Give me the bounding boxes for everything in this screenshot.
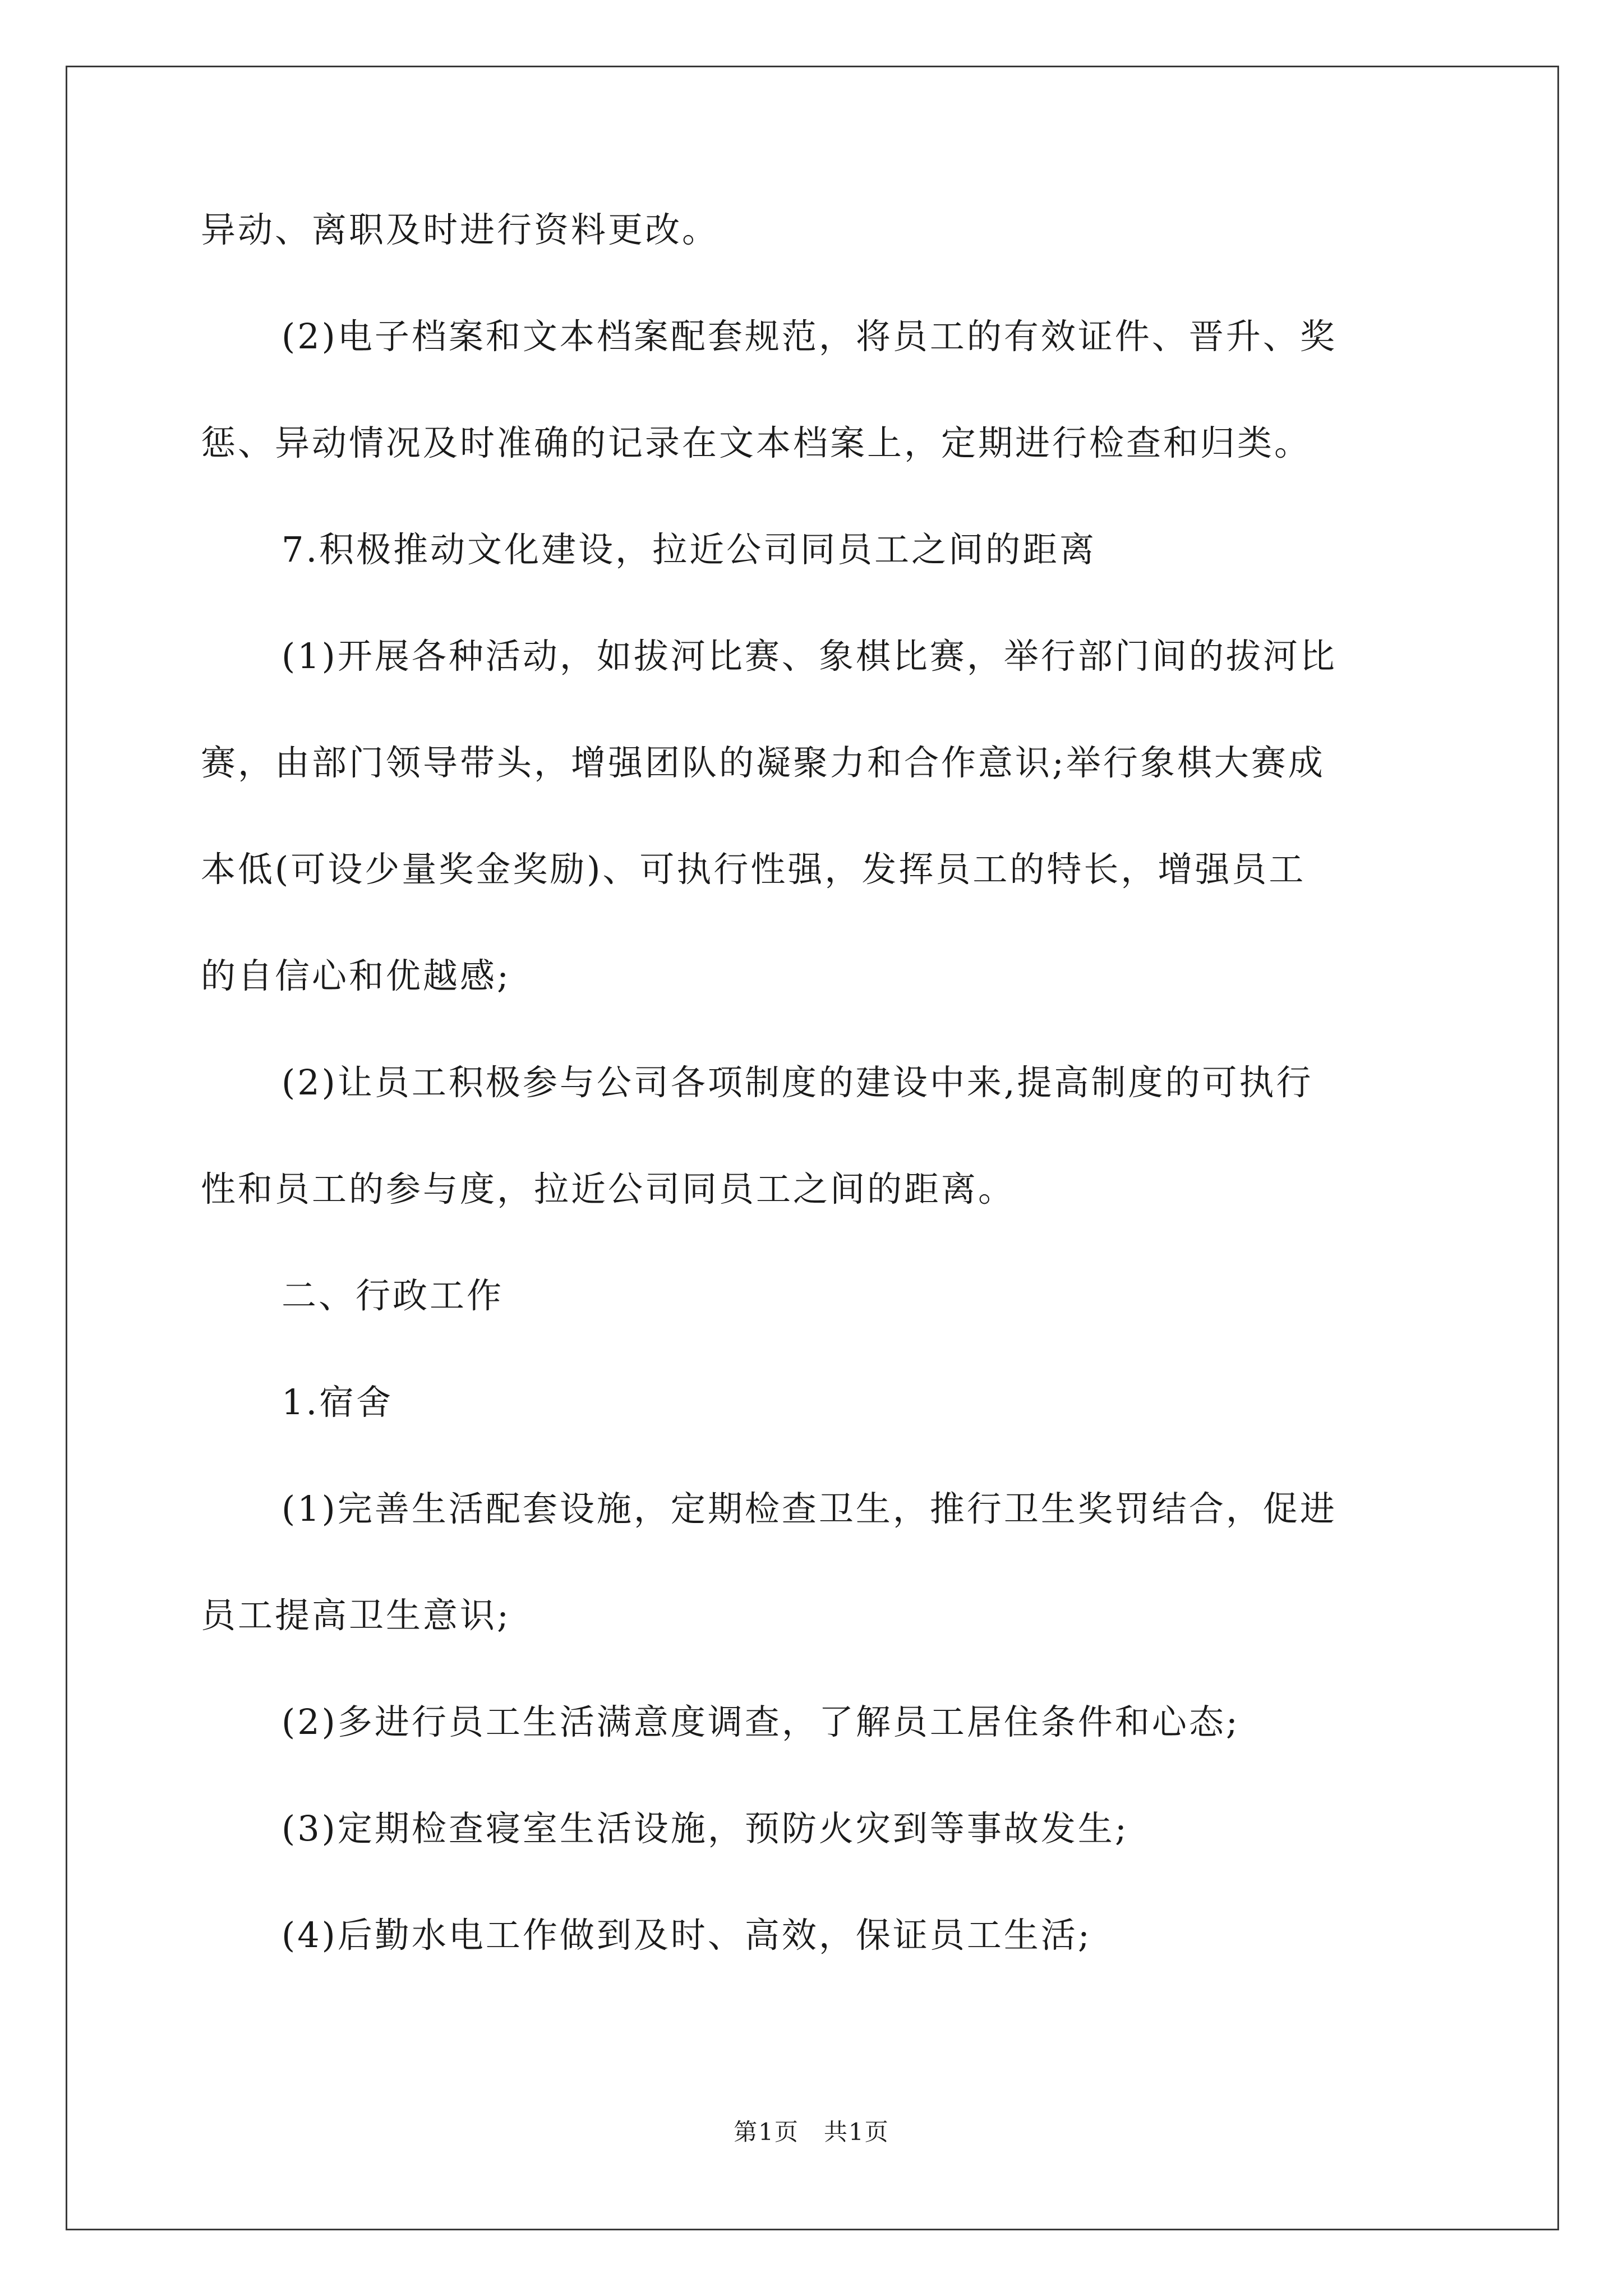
text-line: 员工提高卫生意识; (201, 1595, 511, 1636)
subsection-heading: 1.宿舍 (282, 1382, 394, 1423)
text-line: (1)完善生活配套设施，定期检查卫生，推行卫生奖罚结合，促进 (282, 1488, 1337, 1529)
text-line: (2)让员工积极参与公司各项制度的建设中来,提高制度的可执行 (282, 1062, 1313, 1103)
text-line: (2)多进行员工生活满意度调查，了解员工居住条件和心态; (282, 1701, 1240, 1742)
section-heading: 7.积极推动文化建设，拉近公司同员工之间的距离 (282, 529, 1097, 570)
text-line: 性和员工的参与度，拉近公司同员工之间的距离。 (201, 1168, 1016, 1209)
text-line: 的自信心和优越感; (201, 955, 511, 996)
text-line: (2)电子档案和文本档案配套规范，将员工的有效证件、晋升、奖 (282, 316, 1337, 357)
page-total: 共1页 (824, 2118, 889, 2146)
page-border (66, 66, 1559, 2230)
section-heading: 二、行政工作 (282, 1275, 504, 1316)
page-footer (0, 2116, 1623, 2148)
text-line: (1)开展各种活动，如拔河比赛、象棋比赛，举行部门间的拔河比 (282, 636, 1337, 677)
text-line: 异动、离职及时进行资料更改。 (201, 209, 720, 250)
text-line: 本低(可设少量奖金奖励)、可执行性强，发挥员工的特长，增强员工 (201, 849, 1306, 890)
text-line: (3)定期检查寝室生活设施，预防火灾到等事故发生; (282, 1808, 1129, 1849)
text-line: 惩、异动情况及时准确的记录在文本档案上，定期进行检查和归类。 (201, 422, 1312, 463)
text-line: 赛，由部门领导带头，增强团队的凝聚力和合作意识;举行象棋大赛成 (201, 742, 1325, 783)
text-line: (4)后勤水电工作做到及时、高效，保证员工生活; (282, 1915, 1092, 1955)
page-number: 第1页 (734, 2118, 799, 2146)
